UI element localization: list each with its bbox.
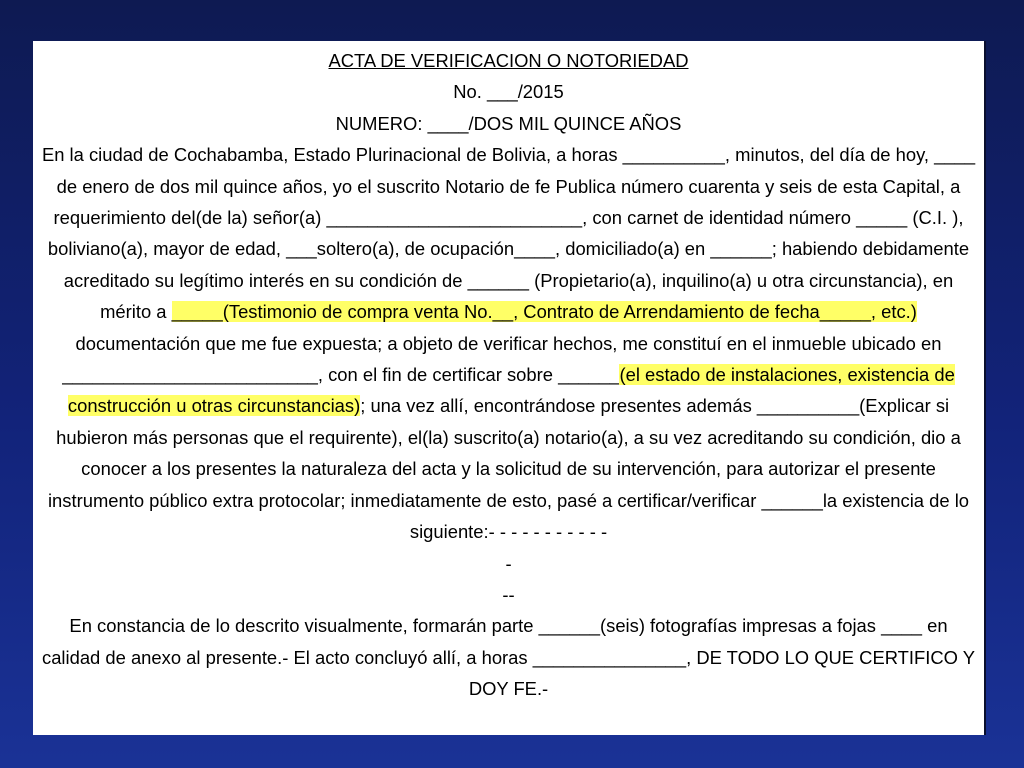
document-text <box>33 45 984 705</box>
dash-line-2: -- <box>502 583 515 605</box>
highlight-testimonio: _____(Testimonio de compra venta No.__, Contrato de Arrendamiento de fecha_____, etc.) <box>171 301 917 323</box>
body-text-part-2: documentación que me fue expuesta; a objeto de verificar hechos, me constituí en el inmueble ubicado en _________________________, con el fin de certificar sobre ______ <box>62 332 942 386</box>
document-page <box>33 41 986 735</box>
document-number: No. ___/2015 <box>453 81 564 103</box>
dash-line-1: - <box>505 552 512 574</box>
body-text-part-1: En la ciudad de Cochabamba, Estado Plurinacional de Bolivia, a horas __________, minutos, del día de hoy, ____ de enero de dos mil quince años, yo el suscrito Notario de fe Publica número cuarenta y seis de esta Capital, a requerimiento del(de la) señor(a) _________________________, con carnet de identidad número _____ (C.I. ), boliviano(a), mayor de edad, ___soltero(a), de ocupación____, domiciliado(a) en ______; habiendo debidamente acreditado su legítimo interés en su condición de ______ (Propietario(a), inquilino(a) u otra circunstancia), en mérito a <box>41 144 976 323</box>
document-numero: NUMERO: ____/DOS MIL QUINCE AÑOS <box>335 112 682 134</box>
document-title: ACTA DE VERIFICACION O NOTORIEDAD <box>328 50 689 71</box>
body-text-part-3: ; una vez allí, encontrándose presentes además __________(Explicar si hubieron más personas que el requirente), el(la) suscrito(a) notario(a), a su vez acreditando su condición, dio a conocer a los presentes la naturaleza del acta y la solicitud de su intervención, para autorizar el presente instrumento público extra protocolar; inmediatamente de esto, pasé a certificar/verificar ______la existencia de lo siguiente:- - - - - - - - - - - <box>47 395 970 543</box>
highlight-instalaciones: (el estado de instalaciones, existencia de construcción u otras circunstancias) <box>67 364 955 417</box>
document-closing: En constancia de lo descrito visualmente, formarán parte ______(seis) fotografías impresas a fojas ____ en calidad de anexo al presente.- El acto concluyó allí, a horas _______________, DE TODO LO QUE CERTIFICO Y DOY FE.- <box>42 615 975 700</box>
document-body <box>41 139 976 547</box>
